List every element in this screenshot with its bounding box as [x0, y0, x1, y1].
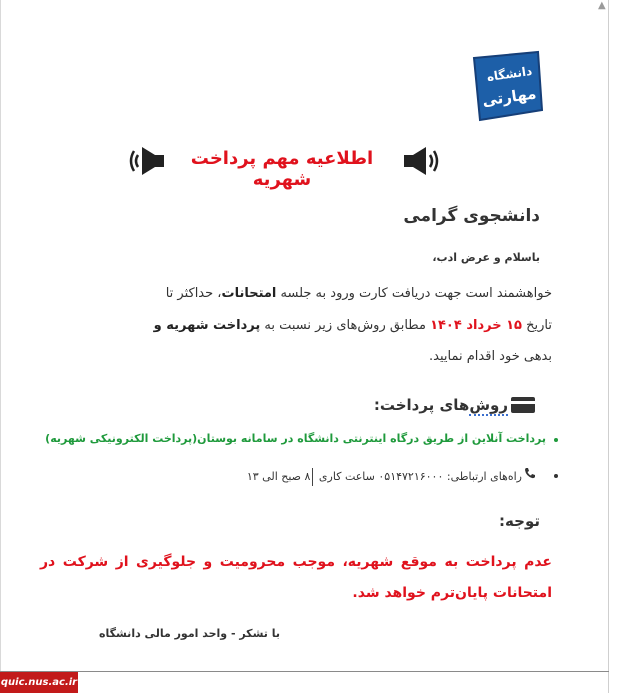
contact-hours-label: ساعت کاری [315, 470, 379, 483]
page-left-border [0, 0, 1, 693]
warning-line-1: عدم پرداخت به موقع شهریه، موجب محرومیت و جلوگیری از شرکت در [40, 554, 552, 570]
contact-label: راه‌های ارتباطی: [443, 470, 522, 483]
logo-text-top: دانشگاه [485, 63, 533, 85]
text-cursor [312, 468, 313, 486]
heading-part-a: روش [469, 396, 508, 414]
salutation: باسلام و عرض ادب، [432, 251, 540, 264]
speaker-icon-left [126, 146, 166, 176]
p1-bold-exams: امتحانات [221, 286, 277, 301]
p2-bold-payment: پرداخت شهریه و [153, 318, 261, 333]
notice-title: اطلاعیه مهم پرداخت شهریه [190, 148, 374, 190]
online-payment-item[interactable]: پرداخت آنلاین از طریق درگاه اینترنتی دانشگاه در سامانه بوستان(پرداخت الکترونیکی شهریه) [45, 432, 546, 445]
scroll-up-icon[interactable]: ▲ [598, 0, 606, 11]
p1-before: خواهشمند است جهت دریافت کارت ورود به جلسه [276, 286, 552, 301]
phone-icon [524, 467, 536, 479]
contact-hours: ۸ صبح الی ۱۳ [246, 470, 311, 483]
footer-divider [0, 671, 609, 672]
university-logo [466, 50, 546, 122]
speaker-icon-right [402, 146, 442, 176]
greeting: دانشجوی گرامی [403, 206, 540, 226]
p2-deadline: ۱۵ خرداد ۱۴۰۴ [430, 318, 522, 333]
paragraph-line-3: بدهی خود اقدام نمایید. [429, 349, 552, 364]
page-right-border [608, 0, 609, 693]
warning-line-2: امتحانات پایان‌ترم خواهد شد. [352, 585, 552, 601]
contact-info [200, 468, 522, 486]
signature: با تشکر - واحد امور مالی دانشگاه [98, 627, 280, 640]
p2-before: تاریخ [522, 318, 552, 333]
site-badge[interactable]: quic.nus.ac.ir [0, 672, 78, 693]
payment-methods-heading [300, 396, 508, 414]
title-row [120, 142, 440, 190]
note-heading: توجه: [499, 512, 540, 530]
contact-phone[interactable]: ۰۵۱۴۷۲۱۶۰۰۰ [378, 470, 444, 483]
p2-middle: مطابق روش‌های زیر نسبت به [260, 318, 431, 333]
credit-card-icon [510, 395, 536, 415]
paragraph-line-1 [40, 286, 552, 301]
p1-after: ، حداکثر تا [165, 286, 222, 301]
bullet-dot [554, 474, 558, 478]
bullet-dot [554, 438, 558, 442]
heading-part-b: ‌های پرداخت: [373, 396, 470, 414]
paragraph-line-2 [40, 318, 552, 333]
logo-text-bottom: مهارتی [481, 84, 538, 110]
